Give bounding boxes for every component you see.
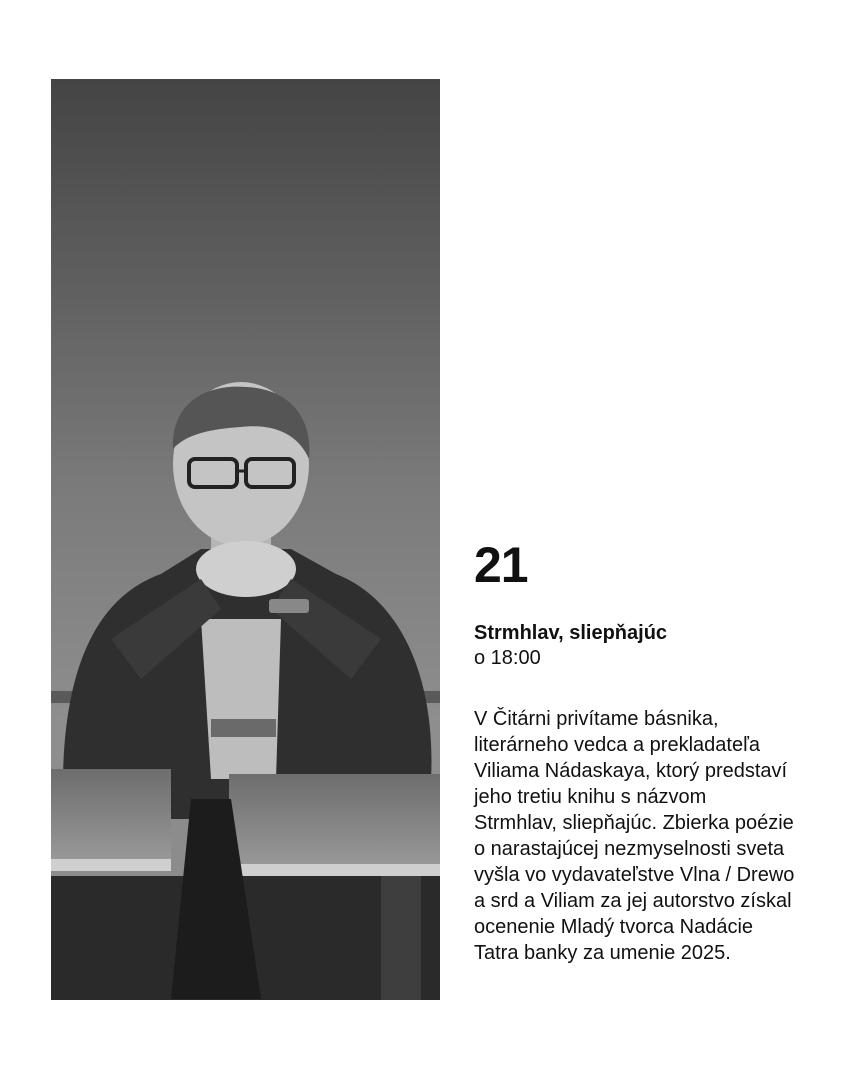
author-portrait-photo: [51, 79, 440, 1000]
description-line: jeho tretiu knihu s názvom: [474, 786, 707, 808]
description-line: Tatra banky za umenie 2025.: [474, 942, 731, 964]
description-line: ocenenie Mladý tvorca Nadácie: [474, 916, 754, 938]
event-title: Strmhlav, sliepňajúc: [474, 622, 668, 644]
event-description: [474, 706, 819, 966]
description-line: a srd a Viliam za jej autorstvo získal: [474, 890, 792, 912]
event-day: 21: [474, 537, 528, 593]
event-info: [474, 537, 834, 966]
description-line: Viliama Nádaskaya, ktorý predstaví: [474, 760, 788, 782]
description-line: Strmhlav, sliepňajúc. Zbierka poézie: [474, 812, 794, 834]
portrait-photo-icon: [51, 79, 440, 1000]
description-line: literárneho vedca a prekladateľa: [474, 734, 761, 756]
description-line: o narastajúcej nezmyselnosti sveta: [474, 838, 785, 860]
description-line: vyšla vo vydavateľstve Vlna / Drewo: [474, 864, 795, 886]
event-time: o 18:00: [474, 647, 541, 669]
description-line: V Čitárni privítame básnika,: [474, 708, 719, 730]
